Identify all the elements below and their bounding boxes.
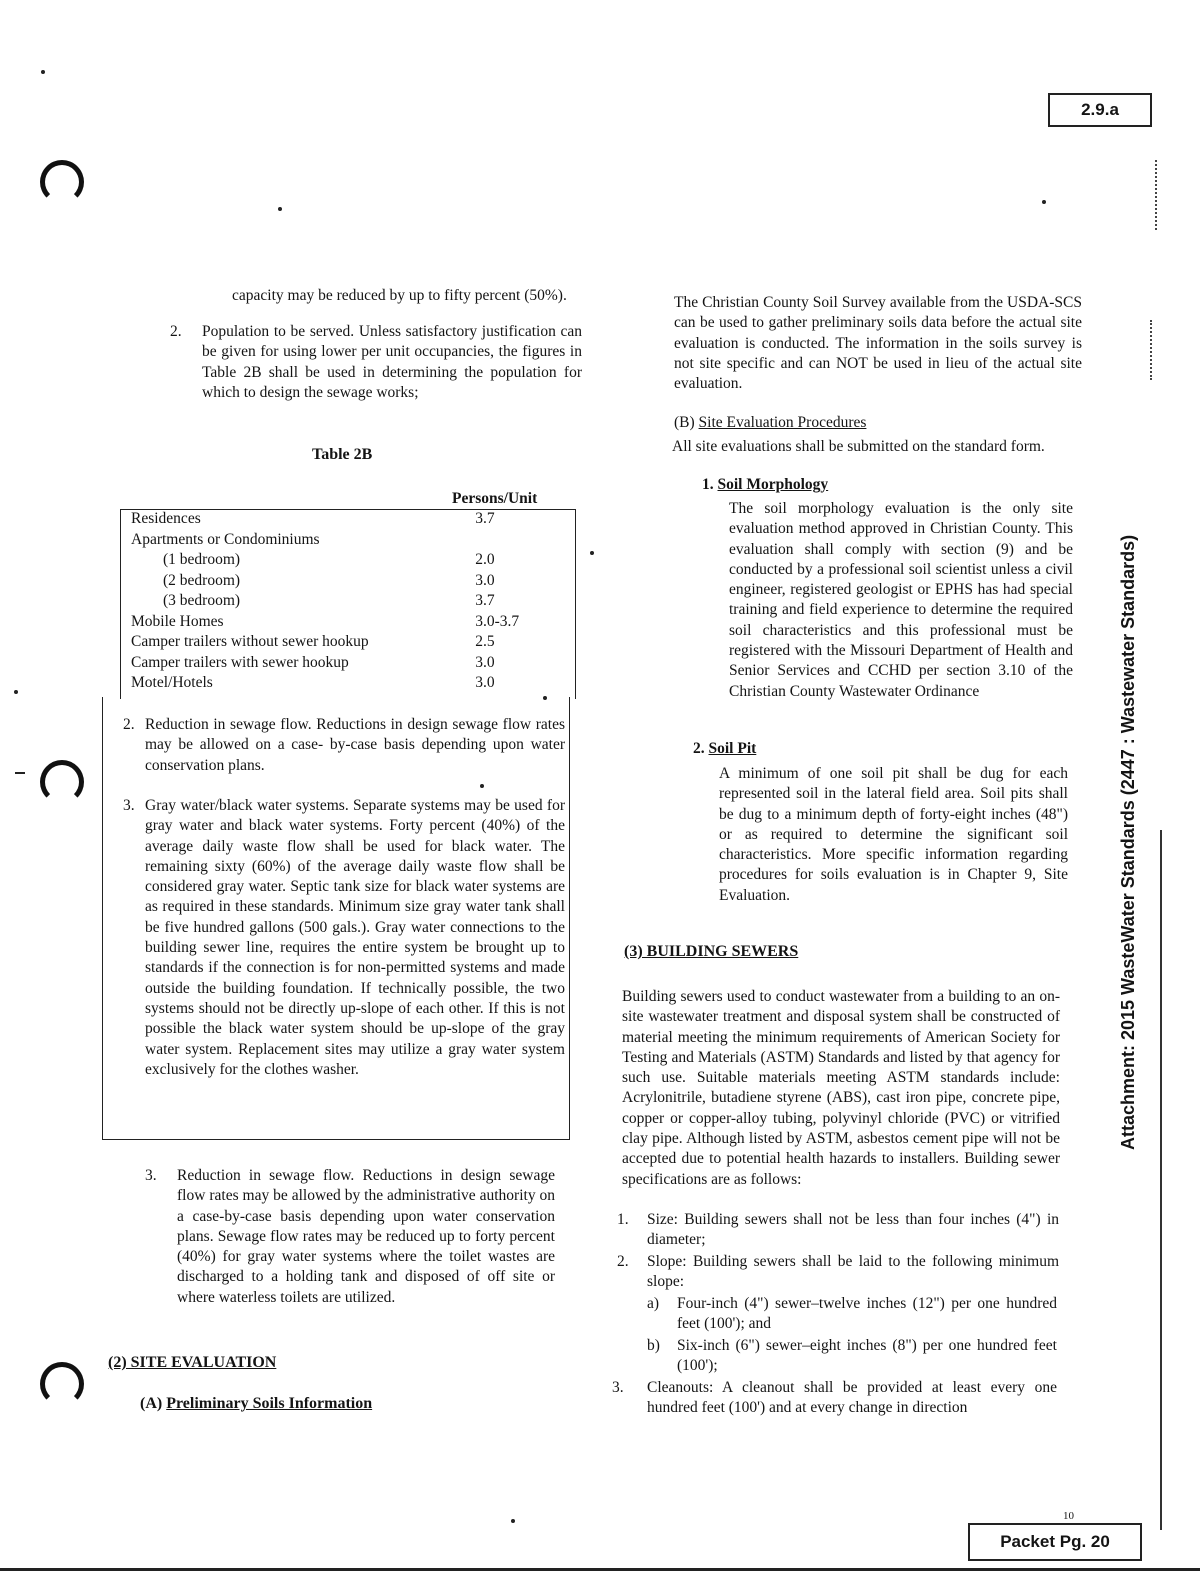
- scan-edge-marks: [1150, 320, 1154, 380]
- table-cell-value: 3.0: [475, 674, 495, 691]
- preliminary-prefix: (A): [140, 1395, 163, 1412]
- slope-number: 2.: [617, 1253, 629, 1270]
- table-row: [131, 592, 575, 613]
- scan-speck: [1042, 200, 1046, 204]
- item-3-text: Reduction in sewage flow. Reductions in design sewage flow rates may be allowed by the administrative authority on a case-by-case basis depending upon water conservation plans. Sewage flow rates may be reduced up to forty percent (40%) for gray water systems where the toilet wastes are discharged to a holding tank and disposed of off site or where waterless toilets are utilized.: [177, 1167, 555, 1306]
- scan-speck: [278, 207, 282, 211]
- page-number: 10: [1063, 1510, 1074, 1522]
- slope-b-label: b): [647, 1337, 660, 1354]
- packet-page-label: Packet Pg. 20: [1000, 1532, 1110, 1551]
- table-row: [131, 531, 575, 552]
- right-margin-rule: [1160, 830, 1162, 1530]
- table-cell-label: Apartments or Condominiums: [131, 530, 320, 548]
- scan-speck: [41, 70, 45, 74]
- table-cell-value: 3.0-3.7: [475, 612, 520, 630]
- binder-hole-top: [40, 160, 84, 204]
- item-3-number: 3.: [145, 1167, 157, 1184]
- building-sewers-heading: (3) BUILDING SEWERS: [624, 943, 799, 960]
- slope-a-text: Four-inch (4") sewer–twelve inches (12") per one hundred feet (100'); and: [677, 1295, 1057, 1333]
- soil-survey-intro: The Christian County Soil Survey available from the USDA-SCS can be used to gather preliminary soils data before the actual site evaluation is conducted. The information in the soils survey is not site specific and can NOT be used in lieu of the actual site evaluation.: [674, 294, 1082, 393]
- table-header-persons: Persons/Unit: [452, 490, 538, 507]
- table-2b: [120, 509, 576, 699]
- slope-a-item: [647, 1294, 1057, 1335]
- slope-item: [617, 1252, 1059, 1293]
- table-cell-value: 3.0: [475, 571, 495, 589]
- page-tag: [1048, 93, 1152, 127]
- table-row: [131, 572, 575, 593]
- procedures-prefix: (B): [674, 414, 695, 431]
- slope-a-label: a): [647, 1295, 660, 1312]
- box-item-2-number: 2.: [123, 716, 135, 733]
- population-item: [170, 322, 582, 403]
- table-cell-value: 2.0: [475, 551, 495, 568]
- table-cell-value: 2.5: [475, 633, 495, 650]
- table-cell-label: (1 bedroom): [163, 551, 241, 568]
- site-evaluation-procedures-heading: [674, 414, 866, 432]
- preliminary-title: Preliminary Soils Information: [166, 1395, 373, 1412]
- box-item-2: [123, 715, 565, 776]
- population-text: Population to be served. Unless satisfactory justification can be given for using lower per unit occupancies, the figures in Table 2B shall be used in determining the population for which to design the sewage works;: [202, 323, 582, 401]
- slope-text: Slope: Building sewers shall be laid to the following minimum slope:: [647, 1253, 1059, 1291]
- building-sewers-text: Building sewers used to conduct wastewater from a building to an on-site wastewater treatment and disposal system shall be constructed of material meeting the minimum requirements of American Society for Testing and Materials (ASTM) Standards and listed by that agency for such use. Suitable materials meeting ASTM standards include: Acrylonitrile, butadiene styrene (ABS), cast iron pipe, concrete pipe, copper or copper-alloy tubing, polyvinyl chloride (PVC) or vitrified clay pipe. Although listed by ASTM, asbestos cement pipe will not be accepted due to potential health hazards to installers. Building sewer specifications are as follows:: [622, 988, 1060, 1188]
- procedures-text: All site evaluations shall be submitted on the standard form.: [672, 438, 1045, 455]
- scan-speck: [14, 690, 18, 694]
- bottom-edge-rule: [0, 1568, 1200, 1571]
- size-number: 1.: [617, 1211, 629, 1228]
- table-row: [131, 551, 575, 572]
- binder-hole-bottom: [40, 1362, 84, 1406]
- table-cell-value: 3.7: [475, 510, 495, 527]
- table-cell-value: 3.7: [475, 592, 495, 609]
- size-text: Size: Building sewers shall not be less than four inches (4") in diameter;: [647, 1211, 1059, 1249]
- table-cell-label: Camper trailers with sewer hookup: [131, 653, 349, 671]
- table-cell-label: Mobile Homes: [131, 612, 224, 630]
- scan-speck: [511, 1519, 515, 1523]
- table-row: [131, 674, 575, 695]
- soil-pit-title: Soil Pit: [708, 740, 757, 757]
- page-tag-label: 2.9.a: [1081, 100, 1119, 119]
- morphology-title: Soil Morphology: [717, 476, 829, 493]
- procedures-title: Site Evaluation Procedures: [698, 414, 867, 431]
- soil-morphology-heading: [702, 476, 828, 494]
- table-cell-value: [475, 531, 575, 552]
- box-item-3-text: Gray water/black water systems. Separate systems may be used for gray water and black water systems. Forty percent (40%) of the average daily waste flow shall be used for black water. The remaining sixty (60%) of the average daily waste flow shall be considered gray water. Septic tank size for black water systems are as required in these standards. Minimum size gray water tank shall be five hundred gallons (500 gals.). Gray water connections to the building sewer line, requires the entire system be brought up to standards if the connection is for non-permitted systems and made outside the building foundation. If technically possible, the two systems should not be directly up-slope of each other. If this is not possible the black water system should be up-slope of the gray water system. Replacement sites may utilize a gray water system exclusively for the clothes washer.: [145, 797, 565, 1078]
- cleanouts-text: Cleanouts: A cleanout shall be provided at least every one hundred feet (100') and at every change in direction: [647, 1379, 1057, 1417]
- slope-b-item: [647, 1336, 1057, 1377]
- attachment-label: Attachment: 2015 WasteWater Standards (2447 : Wastewater Standards): [1118, 534, 1138, 1150]
- table-cell-label: Motel/Hotels: [131, 674, 213, 691]
- box-item-3-number: 3.: [123, 797, 135, 814]
- binder-hole-middle: [40, 760, 84, 804]
- table-cell-label: (2 bedroom): [163, 571, 241, 589]
- table-body: [131, 510, 575, 695]
- preliminary-soils-heading: [140, 1395, 372, 1413]
- population-number: 2.: [170, 323, 182, 340]
- table-row: [131, 613, 575, 634]
- table-row: [131, 510, 575, 531]
- soil-pit-text: A minimum of one soil pit shall be dug for each represented soil in the lateral field area. Soil pits shall be dug to a minimum depth of forty-eight inches (48") or as required to determine the significant soil characteristics. More specific information regarding procedures for soils evaluation is in Chapter 9, Site Evaluation.: [719, 765, 1068, 904]
- soil-pit-heading: [693, 740, 756, 758]
- box-item-2-text: Reduction in sewage flow. Reductions in design sewage flow rates may be allowed on a case- by-case basis depending upon water conservation plans.: [145, 716, 565, 774]
- soil-morphology-text: The soil morphology evaluation is the only site evaluation method approved in Christian County. This evaluation shall comply with section (9) and be conducted by a professional soil scientist unless a civil engineer, registered geologist or EPHS has had special training and field experience to determine the required soil characteristics and this professional must be registered with the Missouri Department of Health and Senior Services and CCHD per section 3.10 of the Christian County Wastewater Ordinance: [729, 500, 1073, 700]
- table-row: [131, 654, 575, 675]
- table-row: [131, 633, 575, 654]
- site-evaluation-heading: (2) SITE EVALUATION: [108, 1354, 277, 1371]
- size-item: [617, 1210, 1059, 1251]
- continued-text: capacity may be reduced by up to fifty percent (50%).: [232, 287, 567, 304]
- scan-dash: [15, 772, 25, 774]
- cleanouts-number: 3.: [612, 1379, 624, 1396]
- scan-speck: [590, 551, 594, 555]
- scan-edge-marks: [1155, 160, 1159, 230]
- table-cell-label: (3 bedroom): [163, 592, 241, 609]
- slope-b-text: Six-inch (6") sewer–eight inches (8") per one hundred feet (100');: [677, 1337, 1057, 1375]
- morphology-number: 1.: [702, 476, 714, 493]
- item-3-reduction: [145, 1166, 555, 1308]
- packet-page-tag: [968, 1523, 1142, 1561]
- table-cell-label: Residences: [131, 510, 201, 527]
- table-cell-value: 3.0: [475, 653, 495, 671]
- soil-pit-number: 2.: [693, 740, 705, 757]
- box-item-3: [123, 796, 565, 1080]
- table-title: Table 2B: [312, 446, 373, 463]
- cleanouts-item: [612, 1378, 1057, 1419]
- table-cell-label: Camper trailers without sewer hookup: [131, 633, 369, 650]
